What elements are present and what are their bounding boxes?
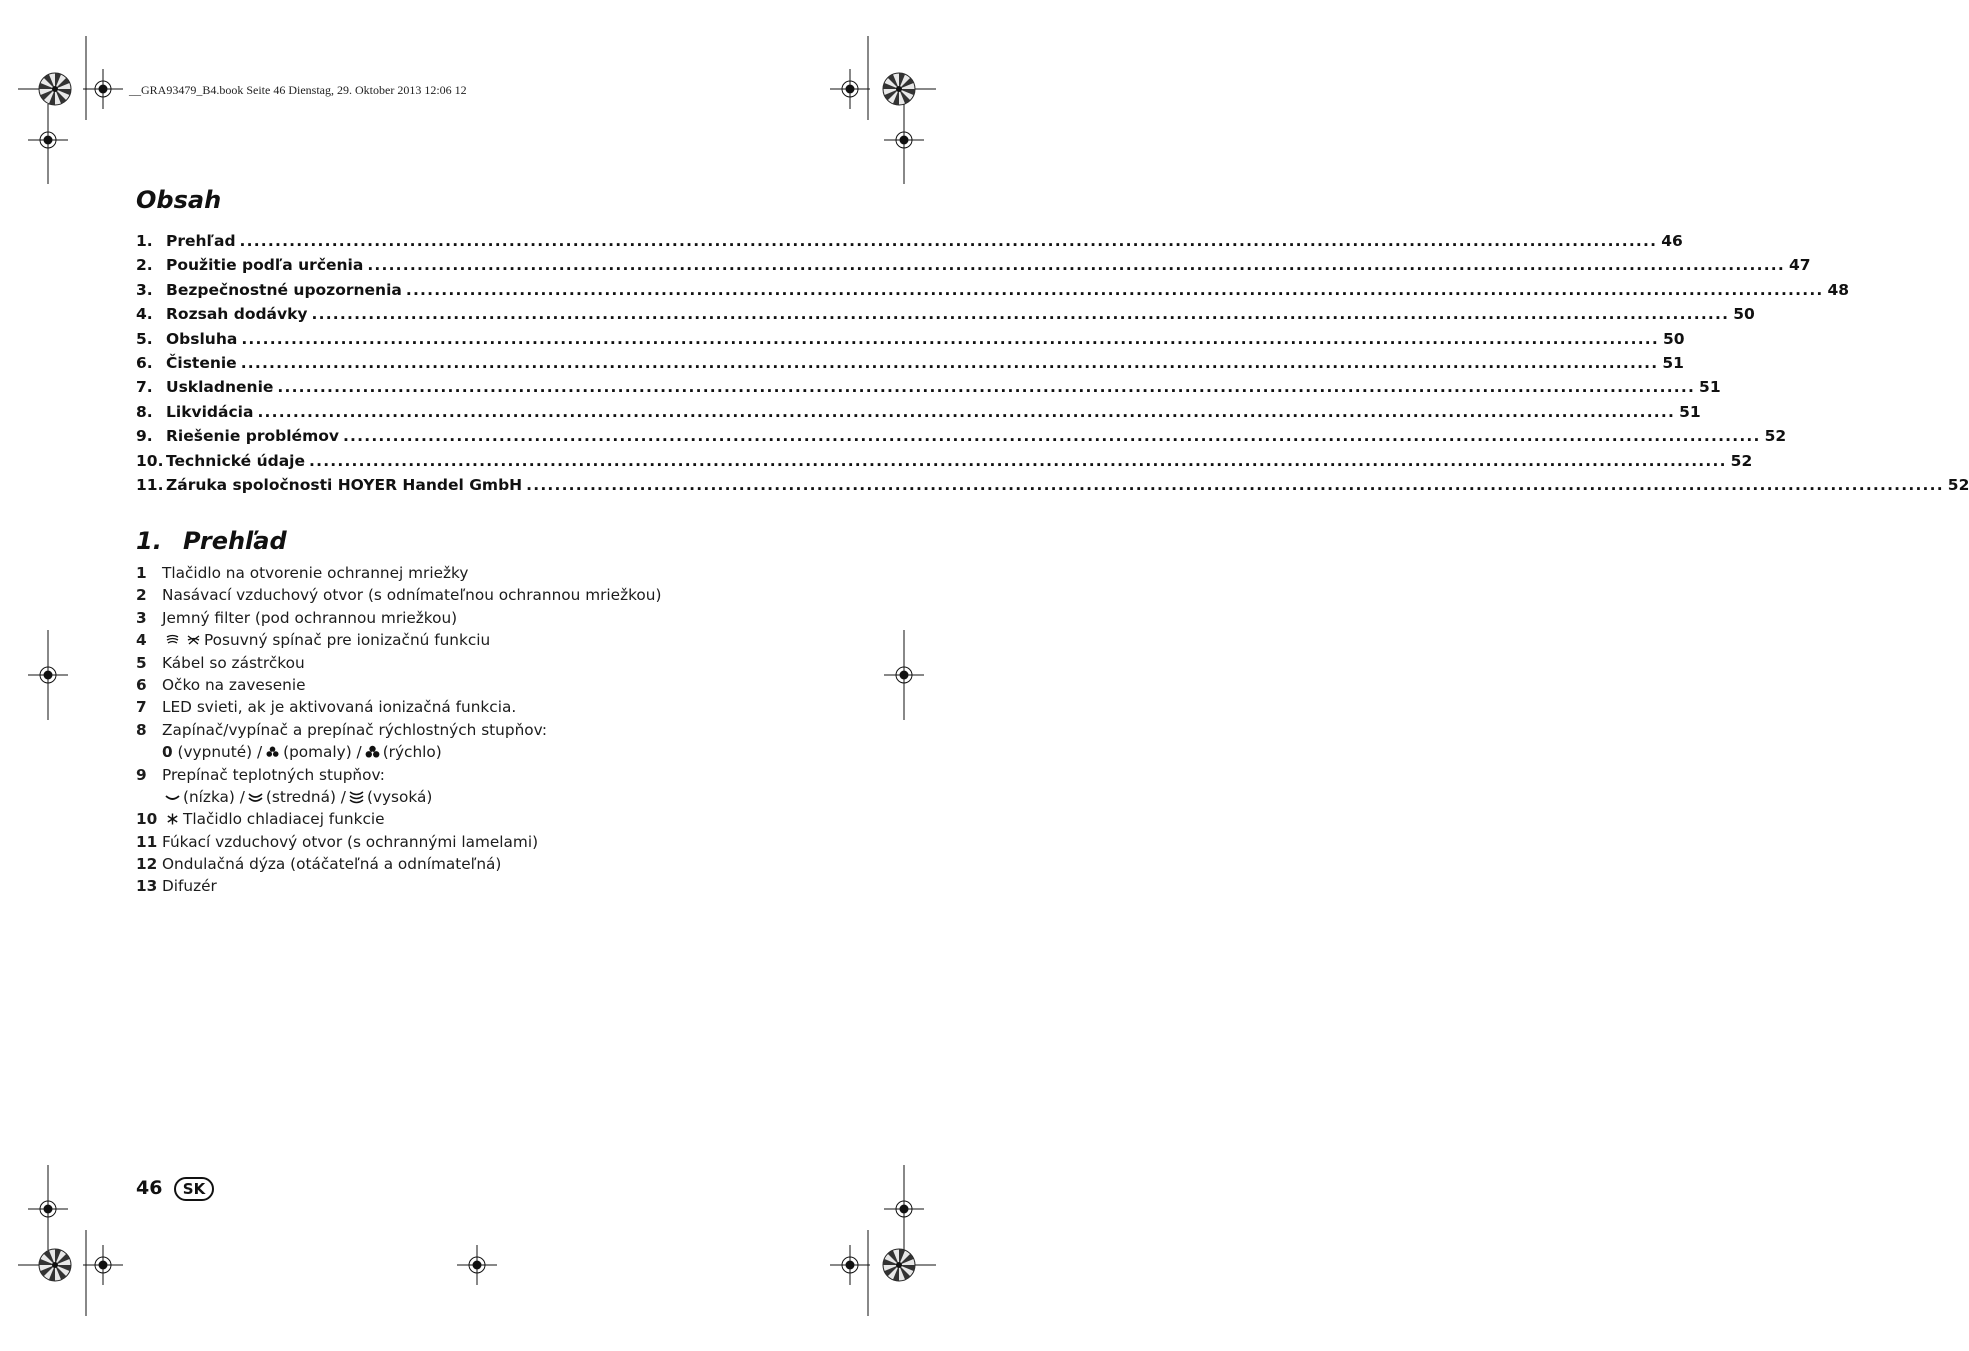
toc-entry-label: Likvidácia bbox=[166, 402, 254, 421]
item-text: Prepínač teplotných stupňov: bbox=[162, 765, 385, 784]
toc-leader-dots: ........................................................................................................................................................................................................ bbox=[526, 475, 1944, 494]
item-text: Tlačidlo chladiacej funkcie bbox=[183, 810, 385, 829]
list-item bbox=[136, 766, 776, 811]
item-number: 9 bbox=[136, 765, 147, 784]
heat-high-label: (vysoká) bbox=[366, 787, 433, 806]
item-text: Nasávací vzduchový otvor (s odnímateľnou ochrannou mriežkou) bbox=[162, 586, 662, 605]
toc-entry-label: Rozsah dodávky bbox=[166, 305, 308, 324]
item-text: Očko na zavesenie bbox=[162, 675, 306, 694]
toc-entry-number: 3. bbox=[136, 280, 153, 299]
toc-entry-label: Čistenie bbox=[166, 353, 237, 372]
toc-leader-dots: ........................................................................................................................................................................................................ bbox=[257, 402, 1676, 421]
toc-entry-number: 8. bbox=[136, 402, 153, 421]
section-heading-overview bbox=[136, 527, 287, 555]
item-number: 10 bbox=[136, 810, 158, 829]
list-item bbox=[136, 609, 776, 631]
list-item bbox=[136, 877, 776, 899]
speed-off-label: (vypnuté) / bbox=[177, 743, 263, 762]
toc-entry[interactable] bbox=[136, 280, 1850, 305]
toc-entry-number: 10. bbox=[136, 451, 164, 470]
heat-medium-label: (stredná) / bbox=[265, 787, 346, 806]
snowflake-icon bbox=[165, 813, 180, 825]
speed-options bbox=[162, 743, 776, 765]
toc-entry-page: 51 bbox=[1662, 353, 1684, 372]
toc-entry[interactable] bbox=[136, 475, 1969, 500]
toc-entry[interactable] bbox=[136, 378, 1721, 402]
item-text: LED svieti, ak je aktivovaná ionizačná funkcia. bbox=[162, 698, 517, 717]
toc-entry-page: 51 bbox=[1699, 378, 1721, 397]
item-text: Ondulačná dýza (otáčateľná a odnímateľná) bbox=[162, 855, 502, 874]
heat-high-icon bbox=[349, 791, 364, 803]
print-slug-header: __GRA93479_B4.book Seite 46 Dienstag, 29. Oktober 2013 12:06 12 bbox=[129, 83, 467, 97]
toc-entry-number: 11. bbox=[136, 475, 164, 494]
toc-leader-dots: ........................................................................................................................................................................................................ bbox=[239, 232, 1658, 250]
toc-leader-dots: ........................................................................................................................................................................................................ bbox=[405, 280, 1824, 299]
item-text: Tlačidlo na otvorenie ochrannej mriežky bbox=[162, 564, 469, 582]
toc-entry[interactable] bbox=[136, 329, 1685, 354]
toc-entry-page: 51 bbox=[1679, 402, 1701, 421]
toc-entry-page: 48 bbox=[1827, 280, 1850, 299]
toc-entry-page: 50 bbox=[1733, 305, 1755, 324]
toc-entry[interactable] bbox=[136, 256, 1811, 280]
toc-leader-dots: ........................................................................................................................................................................................................ bbox=[311, 305, 1730, 324]
list-item bbox=[136, 810, 776, 832]
toc-leader-dots: ........................................................................................................................................................................................................ bbox=[342, 427, 1761, 446]
heat-low-icon bbox=[165, 791, 180, 803]
temperature-options bbox=[162, 788, 776, 810]
parts-list bbox=[136, 564, 776, 900]
toc-entry-label: Technické údaje bbox=[166, 451, 306, 470]
toc-leader-dots: ........................................................................................................................................................................................................ bbox=[277, 378, 1696, 397]
toc-entry-number: 6. bbox=[136, 353, 153, 372]
language-badge: SK bbox=[174, 1177, 214, 1201]
toc-entry-page: 50 bbox=[1662, 329, 1685, 348]
ionizer-off-icon bbox=[165, 634, 180, 646]
toc-entry-label: Obsluha bbox=[166, 329, 238, 348]
toc-entry-page: 47 bbox=[1788, 256, 1811, 275]
list-item bbox=[136, 654, 776, 676]
heat-low-label: (nízka) / bbox=[183, 787, 245, 806]
list-item bbox=[136, 586, 776, 608]
fan-fast-icon bbox=[365, 746, 380, 758]
toc-title: Obsah bbox=[136, 186, 222, 214]
toc-entry-number: 2. bbox=[136, 256, 153, 275]
speed-slow-label: (pomaly) / bbox=[283, 743, 362, 762]
item-number: 2 bbox=[136, 586, 147, 605]
item-number: 7 bbox=[136, 698, 147, 717]
item-text: Posuvný spínač pre ionizačnú funkciu bbox=[204, 631, 491, 650]
toc-entry[interactable] bbox=[136, 232, 1683, 256]
toc-entry-number: 9. bbox=[136, 427, 153, 446]
heat-medium-icon bbox=[248, 791, 263, 803]
item-number: 4 bbox=[136, 631, 147, 650]
item-number: 6 bbox=[136, 675, 147, 694]
item-text: Difuzér bbox=[162, 877, 217, 896]
toc-entry[interactable] bbox=[136, 427, 1787, 451]
speed-off-value: 0 bbox=[162, 743, 173, 762]
toc-entry-page: 52 bbox=[1764, 427, 1787, 446]
toc-entry[interactable] bbox=[136, 353, 1684, 378]
item-number: 8 bbox=[136, 720, 147, 739]
list-item bbox=[136, 676, 776, 698]
toc-entry-number: 1. bbox=[136, 232, 153, 250]
fan-slow-icon bbox=[265, 746, 280, 758]
toc-leader-dots: ........................................................................................................................................................................................................ bbox=[367, 256, 1785, 275]
toc-entry-label: Uskladnenie bbox=[166, 378, 274, 397]
list-item bbox=[136, 698, 776, 720]
toc-entry-number: 4. bbox=[136, 305, 153, 324]
table-of-contents bbox=[136, 232, 1969, 500]
item-number: 3 bbox=[136, 608, 147, 627]
toc-entry-label: Prehľad bbox=[166, 232, 236, 250]
toc-entry-number: 7. bbox=[136, 378, 153, 397]
section-title: Prehľad bbox=[183, 527, 287, 555]
toc-entry[interactable] bbox=[136, 451, 1753, 476]
toc-leader-dots: ........................................................................................................................................................................................................ bbox=[240, 353, 1659, 372]
item-number: 1 bbox=[136, 564, 147, 582]
item-number: 12 bbox=[136, 855, 158, 874]
list-item bbox=[136, 631, 776, 653]
list-item bbox=[136, 721, 776, 766]
page-number: 46 bbox=[136, 1177, 163, 1199]
list-item bbox=[136, 833, 776, 855]
item-text: Fúkací vzduchový otvor (s ochrannými lamelami) bbox=[162, 832, 539, 851]
ionizer-on-icon bbox=[186, 634, 201, 646]
list-item bbox=[136, 855, 776, 877]
toc-entry-label: Riešenie problémov bbox=[166, 427, 339, 446]
item-number: 11 bbox=[136, 832, 158, 851]
list-item bbox=[136, 564, 776, 586]
toc-entry-page: 52 bbox=[1730, 451, 1753, 470]
toc-entry-page: 46 bbox=[1661, 232, 1683, 250]
toc-entry-number: 5. bbox=[136, 329, 153, 348]
toc-leader-dots: ........................................................................................................................................................................................................ bbox=[309, 451, 1727, 470]
toc-entry-label: Bezpečnostné upozornenia bbox=[166, 280, 402, 299]
toc-entry-label: Záruka spoločnosti HOYER Handel GmbH bbox=[166, 475, 523, 494]
item-text: Jemný filter (pod ochrannou mriežkou) bbox=[162, 608, 458, 627]
toc-entry-label: Použitie podľa určenia bbox=[166, 256, 364, 275]
toc-entry[interactable] bbox=[136, 305, 1755, 329]
speed-fast-label: (rýchlo) bbox=[382, 743, 442, 762]
toc-entry-page: 52 bbox=[1947, 475, 1969, 494]
section-number: 1. bbox=[136, 527, 162, 555]
toc-leader-dots: ........................................................................................................................................................................................................ bbox=[241, 329, 1659, 348]
toc-entry[interactable] bbox=[136, 402, 1701, 427]
item-number: 13 bbox=[136, 877, 158, 896]
item-text: Zapínač/vypínač a prepínač rýchlostných stupňov: bbox=[162, 720, 547, 739]
item-number: 5 bbox=[136, 653, 147, 672]
item-text: Kábel so zástrčkou bbox=[162, 653, 305, 672]
